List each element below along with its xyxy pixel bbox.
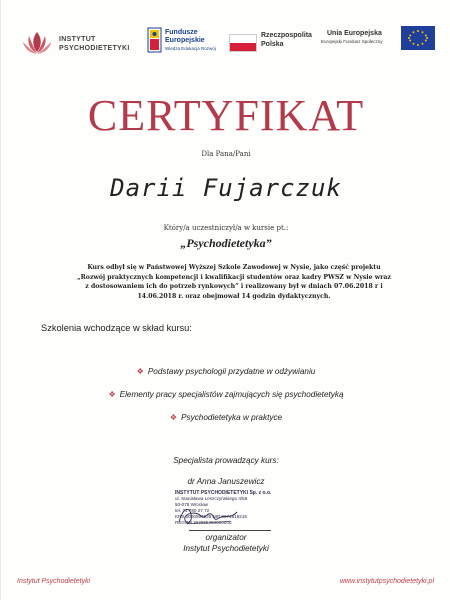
ue-logo: [319, 26, 437, 54]
diamond-bullet-icon: ❖: [169, 413, 178, 422]
institute-logo-line1: INSTYTUT: [59, 36, 96, 43]
institute-logo: [19, 26, 149, 62]
rp-logo: [229, 28, 313, 56]
organizer-label: organizator: [205, 533, 247, 542]
fe-stars-icon: [147, 27, 163, 53]
specialist-label: Specjalista prowadzący kurs:: [173, 456, 279, 465]
module-label: Podstawy psychologii przydatne w odżywianiu: [147, 367, 316, 376]
course-title: „Psychodietetyka”: [180, 236, 272, 250]
module-item: [1, 367, 450, 376]
stamp-line: INSTYTUT PSYCHODIETETYKI Sp. z o.o.: [175, 490, 272, 496]
module-label: Elementy pracy specjalistów zajmujących się psychodietetyką: [119, 390, 344, 399]
recipient-name: Darii Fujarczuk: [110, 174, 342, 202]
addressee-label: Dla Pana/Pani: [201, 150, 251, 158]
signature: [173, 502, 243, 530]
signature-line: [189, 530, 271, 531]
rp-logo-line2: Polska: [261, 41, 284, 48]
stamp-line: ul. Stanisława Leszczyńskiego 4/55: [175, 496, 248, 501]
module-item: [1, 390, 450, 399]
diamond-bullet-icon: ❖: [136, 367, 144, 376]
lotus-icon: [19, 26, 55, 62]
course-description: Kurs odbył się w Państwowej Wyższej Szkole Zawodowej w Nysie, jako część projektu „Rozwój praktycznych kompetencji i kwalifikacji studentów oraz kadry PWSZ w Nysie wraz z dostosowaniem ich do potrzeb rynkowych” i realizowany był w dniach 07.06.2018 r i 14.06.2018 r. oraz obejmował 14 godzin dydaktycznych.: [77, 264, 391, 300]
ue-logo-line2: Europejski Fundusz Społeczny: [321, 39, 383, 44]
fe-logo-line1: Fundusze: [165, 29, 198, 36]
certificate-title: CERTYFIKAT: [87, 91, 365, 140]
polish-flag-icon: [229, 34, 257, 52]
stamp-line: 50-078 Wrocław: [175, 502, 209, 507]
fe-logo: [147, 26, 227, 56]
stamp-line: tel. 71 780 27 72: [175, 508, 210, 513]
modules-heading: Szkolenia wchodzące w skład kursu:: [41, 323, 192, 333]
footer-website: www.instytutpsychodietetyki.pl: [339, 578, 434, 585]
stamp-line: KRS 0000597935 NIP 8971819215: [175, 514, 247, 519]
eu-flag-icon: [401, 26, 435, 50]
module-label: Psychodietetyka w praktyce: [181, 413, 283, 422]
ue-logo-line1: Unia Europejska: [327, 30, 382, 37]
participation-label: Który/a uczestniczył/a w kursie pt.:: [163, 224, 289, 232]
module-item: [1, 413, 450, 422]
stamp-line: REGON 363655263000000: [175, 520, 232, 525]
rp-logo-line1: Rzeczpospolita: [261, 32, 312, 39]
fe-logo-line2: Europejskie: [165, 37, 205, 44]
footer-institute-name: Instytut Psychodietetyki: [17, 578, 91, 585]
diamond-bullet-icon: ❖: [108, 390, 116, 399]
specialist-name: dr Anna Januszewicz: [187, 477, 265, 486]
organizer-name: Instytut Psychodietetyki: [183, 544, 269, 553]
institute-logo-line2: PSYCHODIETETYKI: [59, 45, 130, 52]
fe-logo-line3: Wiedza Edukacja Rozwój: [165, 46, 216, 51]
